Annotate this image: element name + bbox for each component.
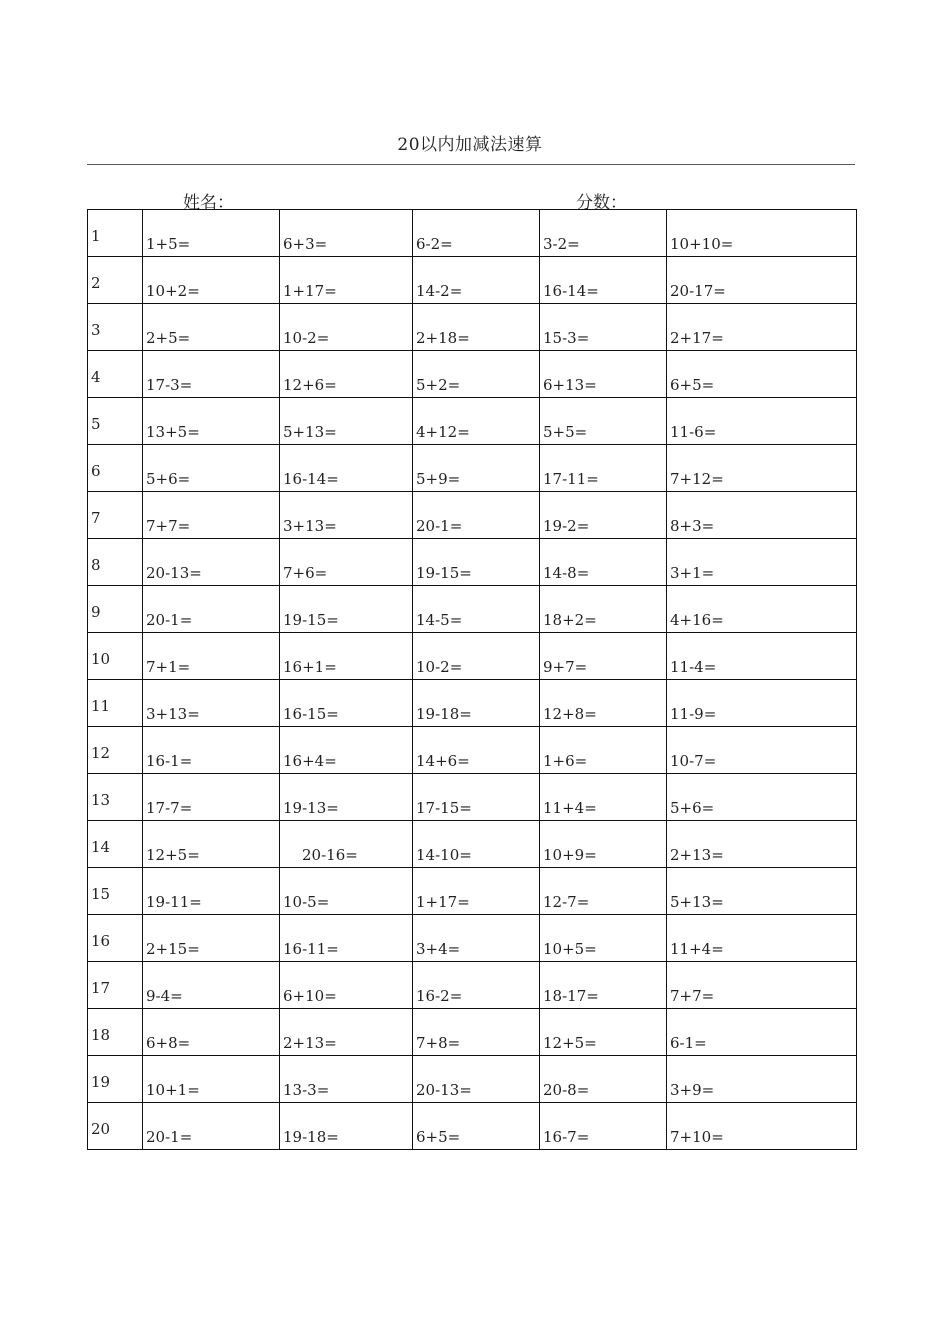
problem-cell[interactable] <box>540 351 667 398</box>
problem-cell[interactable] <box>667 1056 857 1103</box>
problem-text: 11+4= <box>543 799 597 817</box>
table-row <box>88 257 857 304</box>
problem-cell[interactable] <box>280 727 413 774</box>
problem-cell[interactable] <box>143 586 280 633</box>
problem-cell[interactable] <box>143 1056 280 1103</box>
problem-text: 14-8= <box>543 564 590 582</box>
table-row <box>88 868 857 915</box>
problem-text: 13+5= <box>146 423 200 441</box>
row-number: 4 <box>91 368 101 386</box>
problem-cell[interactable] <box>280 1103 413 1150</box>
table-row <box>88 633 857 680</box>
table-row <box>88 398 857 445</box>
problem-text: 12+6= <box>283 376 337 394</box>
problem-cell[interactable] <box>540 633 667 680</box>
problem-cell[interactable] <box>540 445 667 492</box>
problem-text: 7+1= <box>146 658 191 676</box>
row-number: 14 <box>91 838 111 856</box>
problem-cell[interactable] <box>143 257 280 304</box>
problem-text: 12+5= <box>146 846 200 864</box>
problem-cell[interactable] <box>540 1009 667 1056</box>
problem-cell[interactable] <box>413 821 540 868</box>
row-number-cell <box>88 398 143 445</box>
problem-text: 11-6= <box>670 423 717 441</box>
table-row <box>88 821 857 868</box>
problem-cell[interactable] <box>540 586 667 633</box>
problem-text: 6+3= <box>283 235 328 253</box>
problem-text: 5+2= <box>416 376 461 394</box>
problem-text: 17-15= <box>416 799 472 817</box>
problem-text: 1+17= <box>283 282 337 300</box>
problem-text: 3+9= <box>670 1081 715 1099</box>
table-row <box>88 304 857 351</box>
problem-text: 7+7= <box>670 987 715 1005</box>
problem-text: 10-5= <box>283 893 330 911</box>
problem-text: 6+5= <box>416 1128 461 1146</box>
problem-text: 19-15= <box>416 564 472 582</box>
problem-text: 5+13= <box>670 893 724 911</box>
problem-cell[interactable] <box>413 539 540 586</box>
problem-text: 16-14= <box>283 470 339 488</box>
problem-text: 11+4= <box>670 940 724 958</box>
problem-cell[interactable] <box>667 633 857 680</box>
problem-text: 10+1= <box>146 1081 200 1099</box>
problem-text: 12+5= <box>543 1034 597 1052</box>
row-number: 1 <box>91 227 101 245</box>
problem-text: 10-2= <box>416 658 463 676</box>
problem-text: 20-16= <box>302 846 358 864</box>
row-number-cell <box>88 868 143 915</box>
row-number-cell <box>88 962 143 1009</box>
problem-text: 4+16= <box>670 611 724 629</box>
row-number-cell <box>88 821 143 868</box>
row-number: 13 <box>91 791 111 809</box>
row-number-cell <box>88 351 143 398</box>
row-number-cell <box>88 915 143 962</box>
problem-cell[interactable] <box>667 962 857 1009</box>
problem-text: 9+7= <box>543 658 588 676</box>
problem-cell[interactable] <box>143 210 280 257</box>
problem-text: 16+4= <box>283 752 337 770</box>
problem-text: 19-13= <box>283 799 339 817</box>
table-row <box>88 586 857 633</box>
table-row <box>88 492 857 539</box>
problem-text: 2+13= <box>283 1034 337 1052</box>
problem-cell[interactable] <box>143 633 280 680</box>
problem-text: 20-13= <box>416 1081 472 1099</box>
problem-text: 1+6= <box>543 752 588 770</box>
problem-cell[interactable] <box>667 1009 857 1056</box>
problem-cell[interactable] <box>280 1056 413 1103</box>
problem-text: 6+5= <box>670 376 715 394</box>
problem-text: 7+10= <box>670 1128 724 1146</box>
problem-cell[interactable] <box>667 492 857 539</box>
problem-cell[interactable] <box>280 633 413 680</box>
problem-cell[interactable] <box>280 915 413 962</box>
row-number: 18 <box>91 1026 111 1044</box>
problem-text: 2+13= <box>670 846 724 864</box>
problem-cell[interactable] <box>667 1103 857 1150</box>
table-row <box>88 1103 857 1150</box>
table-row <box>88 727 857 774</box>
row-number: 9 <box>91 603 101 621</box>
problem-cell[interactable] <box>413 1009 540 1056</box>
row-number: 5 <box>91 415 101 433</box>
problem-text: 6-1= <box>670 1034 707 1052</box>
problem-text: 7+12= <box>670 470 724 488</box>
problem-cell[interactable] <box>413 1056 540 1103</box>
problem-text: 1+5= <box>146 235 191 253</box>
problem-cell[interactable] <box>143 398 280 445</box>
problem-text: 12-7= <box>543 893 590 911</box>
problem-cell[interactable] <box>540 727 667 774</box>
row-number-cell <box>88 586 143 633</box>
problem-cell[interactable] <box>280 586 413 633</box>
problem-cell[interactable] <box>413 257 540 304</box>
problem-cell[interactable] <box>143 727 280 774</box>
problem-cell[interactable] <box>280 445 413 492</box>
table-row <box>88 962 857 1009</box>
problem-cell[interactable] <box>143 539 280 586</box>
problem-cell[interactable] <box>540 868 667 915</box>
row-number-cell <box>88 1009 143 1056</box>
row-number-cell <box>88 1056 143 1103</box>
problem-cell[interactable] <box>413 680 540 727</box>
problem-text: 14+6= <box>416 752 470 770</box>
problem-text: 6+8= <box>146 1034 191 1052</box>
table-row <box>88 774 857 821</box>
problem-cell[interactable] <box>413 868 540 915</box>
problem-cell[interactable] <box>413 398 540 445</box>
problem-text: 5+6= <box>670 799 715 817</box>
problem-text: 20-1= <box>146 611 193 629</box>
problem-cell[interactable] <box>667 868 857 915</box>
table-row <box>88 915 857 962</box>
problem-text: 12+8= <box>543 705 597 723</box>
problem-text: 20-1= <box>416 517 463 535</box>
problem-cell[interactable] <box>540 304 667 351</box>
problem-cell[interactable] <box>413 1103 540 1150</box>
problem-cell[interactable] <box>667 821 857 868</box>
problem-text: 5+6= <box>146 470 191 488</box>
row-number: 6 <box>91 462 101 480</box>
problem-cell[interactable] <box>280 774 413 821</box>
problem-text: 10-2= <box>283 329 330 347</box>
problem-cell[interactable] <box>413 915 540 962</box>
problem-cell[interactable] <box>540 774 667 821</box>
table-row <box>88 1009 857 1056</box>
problem-cell[interactable] <box>413 586 540 633</box>
problem-text: 11-4= <box>670 658 717 676</box>
problem-cell[interactable] <box>540 492 667 539</box>
problem-text: 20-13= <box>146 564 202 582</box>
problem-cell[interactable] <box>540 962 667 1009</box>
table-row <box>88 351 857 398</box>
problem-text: 16-15= <box>283 705 339 723</box>
problem-cell[interactable] <box>280 304 413 351</box>
problem-text: 9-4= <box>146 987 183 1005</box>
problem-cell[interactable] <box>280 398 413 445</box>
problem-text: 14-10= <box>416 846 472 864</box>
problem-text: 10+10= <box>670 235 734 253</box>
problem-cell[interactable] <box>143 680 280 727</box>
problem-cell[interactable] <box>143 774 280 821</box>
problem-cell[interactable] <box>667 398 857 445</box>
row-number: 19 <box>91 1073 111 1091</box>
problem-cell[interactable] <box>413 445 540 492</box>
problem-cell[interactable] <box>280 492 413 539</box>
problem-cell[interactable] <box>540 257 667 304</box>
problem-cell[interactable] <box>143 304 280 351</box>
problem-cell[interactable] <box>667 445 857 492</box>
problem-cell[interactable] <box>540 398 667 445</box>
problem-cell[interactable] <box>667 586 857 633</box>
problem-cell[interactable] <box>667 774 857 821</box>
problem-cell[interactable] <box>413 351 540 398</box>
problem-cell[interactable] <box>540 210 667 257</box>
problem-cell[interactable] <box>280 962 413 1009</box>
problem-text: 20-1= <box>146 1128 193 1146</box>
problem-text: 14-5= <box>416 611 463 629</box>
problem-text: 16-11= <box>283 940 339 958</box>
row-number: 12 <box>91 744 111 762</box>
problem-cell[interactable] <box>280 539 413 586</box>
row-number: 7 <box>91 509 101 527</box>
problem-text: 16-7= <box>543 1128 590 1146</box>
problem-cell[interactable] <box>143 821 280 868</box>
problem-cell[interactable] <box>143 1103 280 1150</box>
problem-text: 3+13= <box>283 517 337 535</box>
row-number: 20 <box>91 1120 111 1138</box>
row-number-cell <box>88 774 143 821</box>
problem-cell[interactable] <box>143 962 280 1009</box>
problem-cell[interactable] <box>280 868 413 915</box>
problem-text: 19-11= <box>146 893 202 911</box>
problem-cell[interactable] <box>413 962 540 1009</box>
problem-text: 19-15= <box>283 611 339 629</box>
problem-cell[interactable] <box>667 539 857 586</box>
problem-text: 17-7= <box>146 799 193 817</box>
problem-cell[interactable] <box>280 351 413 398</box>
problem-text: 8+3= <box>670 517 715 535</box>
page-title: 20以内加减法速算 <box>397 135 543 155</box>
row-number-cell <box>88 1103 143 1150</box>
problem-text: 19-18= <box>416 705 472 723</box>
row-number-cell <box>88 257 143 304</box>
problem-cell[interactable] <box>540 821 667 868</box>
problem-text: 3+13= <box>146 705 200 723</box>
table-row <box>88 445 857 492</box>
table-row <box>88 539 857 586</box>
row-number: 16 <box>91 932 111 950</box>
problem-text: 11-9= <box>670 705 717 723</box>
row-number-cell <box>88 680 143 727</box>
problem-text: 6+10= <box>283 987 337 1005</box>
problem-cell[interactable] <box>143 351 280 398</box>
problem-text: 5+5= <box>543 423 588 441</box>
problem-text: 19-2= <box>543 517 590 535</box>
problem-cell[interactable] <box>540 539 667 586</box>
problem-cell[interactable] <box>143 915 280 962</box>
problem-cell[interactable] <box>413 774 540 821</box>
problem-text: 20-8= <box>543 1081 590 1099</box>
row-number-cell <box>88 210 143 257</box>
problem-text: 4+12= <box>416 423 470 441</box>
problem-cell[interactable] <box>413 633 540 680</box>
problem-cell[interactable] <box>143 1009 280 1056</box>
table-row <box>88 1056 857 1103</box>
problem-text: 10+5= <box>543 940 597 958</box>
table-row <box>88 210 857 257</box>
problem-text: 6+13= <box>543 376 597 394</box>
problem-cell[interactable] <box>667 351 857 398</box>
problem-text: 10-7= <box>670 752 717 770</box>
problem-cell[interactable] <box>667 915 857 962</box>
problem-text: 7+8= <box>416 1034 461 1052</box>
problem-cell[interactable] <box>413 304 540 351</box>
row-number: 8 <box>91 556 101 574</box>
problem-cell[interactable] <box>540 1103 667 1150</box>
name-label: 姓名： <box>183 193 234 213</box>
problem-cell[interactable] <box>540 1056 667 1103</box>
problem-text: 16+1= <box>283 658 337 676</box>
problem-cell[interactable] <box>667 257 857 304</box>
problem-text: 5+13= <box>283 423 337 441</box>
problem-cell[interactable] <box>280 821 413 868</box>
problem-cell[interactable] <box>143 445 280 492</box>
problem-cell[interactable] <box>413 492 540 539</box>
problem-cell[interactable] <box>280 680 413 727</box>
row-number: 3 <box>91 321 101 339</box>
problem-text: 16-14= <box>543 282 599 300</box>
problem-text: 5+9= <box>416 470 461 488</box>
problem-cell[interactable] <box>280 210 413 257</box>
problem-cell[interactable] <box>667 680 857 727</box>
row-number-cell <box>88 539 143 586</box>
problem-cell[interactable] <box>540 915 667 962</box>
problem-text: 2+5= <box>146 329 191 347</box>
problem-text: 6-2= <box>416 235 453 253</box>
worksheet-table <box>87 209 857 1150</box>
row-number-cell <box>88 633 143 680</box>
problem-text: 10+9= <box>543 846 597 864</box>
problem-text: 2+18= <box>416 329 470 347</box>
problem-text: 16-2= <box>416 987 463 1005</box>
problem-cell[interactable] <box>667 210 857 257</box>
row-number: 15 <box>91 885 111 903</box>
problem-text: 7+7= <box>146 517 191 535</box>
problem-text: 16-1= <box>146 752 193 770</box>
row-number: 10 <box>91 650 111 668</box>
problem-text: 18+2= <box>543 611 597 629</box>
problem-text: 1+17= <box>416 893 470 911</box>
problem-text: 18-17= <box>543 987 599 1005</box>
problem-text: 19-18= <box>283 1128 339 1146</box>
problem-cell[interactable] <box>143 492 280 539</box>
problem-cell[interactable] <box>280 1009 413 1056</box>
problem-cell[interactable] <box>540 680 667 727</box>
problem-text: 17-11= <box>543 470 599 488</box>
problem-text: 3+1= <box>670 564 715 582</box>
title-underline <box>87 164 855 165</box>
problem-text: 13-3= <box>283 1081 330 1099</box>
row-number: 11 <box>91 697 111 715</box>
row-number: 2 <box>91 274 101 292</box>
problem-cell[interactable] <box>667 727 857 774</box>
table-row <box>88 680 857 727</box>
problem-text: 14-2= <box>416 282 463 300</box>
score-label: 分数： <box>576 193 627 213</box>
row-number-cell <box>88 492 143 539</box>
problem-text: 3+4= <box>416 940 461 958</box>
problem-cell[interactable] <box>280 257 413 304</box>
problem-text: 2+15= <box>146 940 200 958</box>
problem-cell[interactable] <box>413 727 540 774</box>
problem-cell[interactable] <box>143 868 280 915</box>
problem-text: 3-2= <box>543 235 580 253</box>
problem-text: 20-17= <box>670 282 726 300</box>
problem-text: 15-3= <box>543 329 590 347</box>
problem-text: 2+17= <box>670 329 724 347</box>
problem-text: 7+6= <box>283 564 328 582</box>
row-number: 17 <box>91 979 111 997</box>
problem-cell[interactable] <box>413 210 540 257</box>
problem-text: 17-3= <box>146 376 193 394</box>
row-number-cell <box>88 304 143 351</box>
row-number-cell <box>88 727 143 774</box>
problem-cell[interactable] <box>667 304 857 351</box>
problem-text: 10+2= <box>146 282 200 300</box>
row-number-cell <box>88 445 143 492</box>
